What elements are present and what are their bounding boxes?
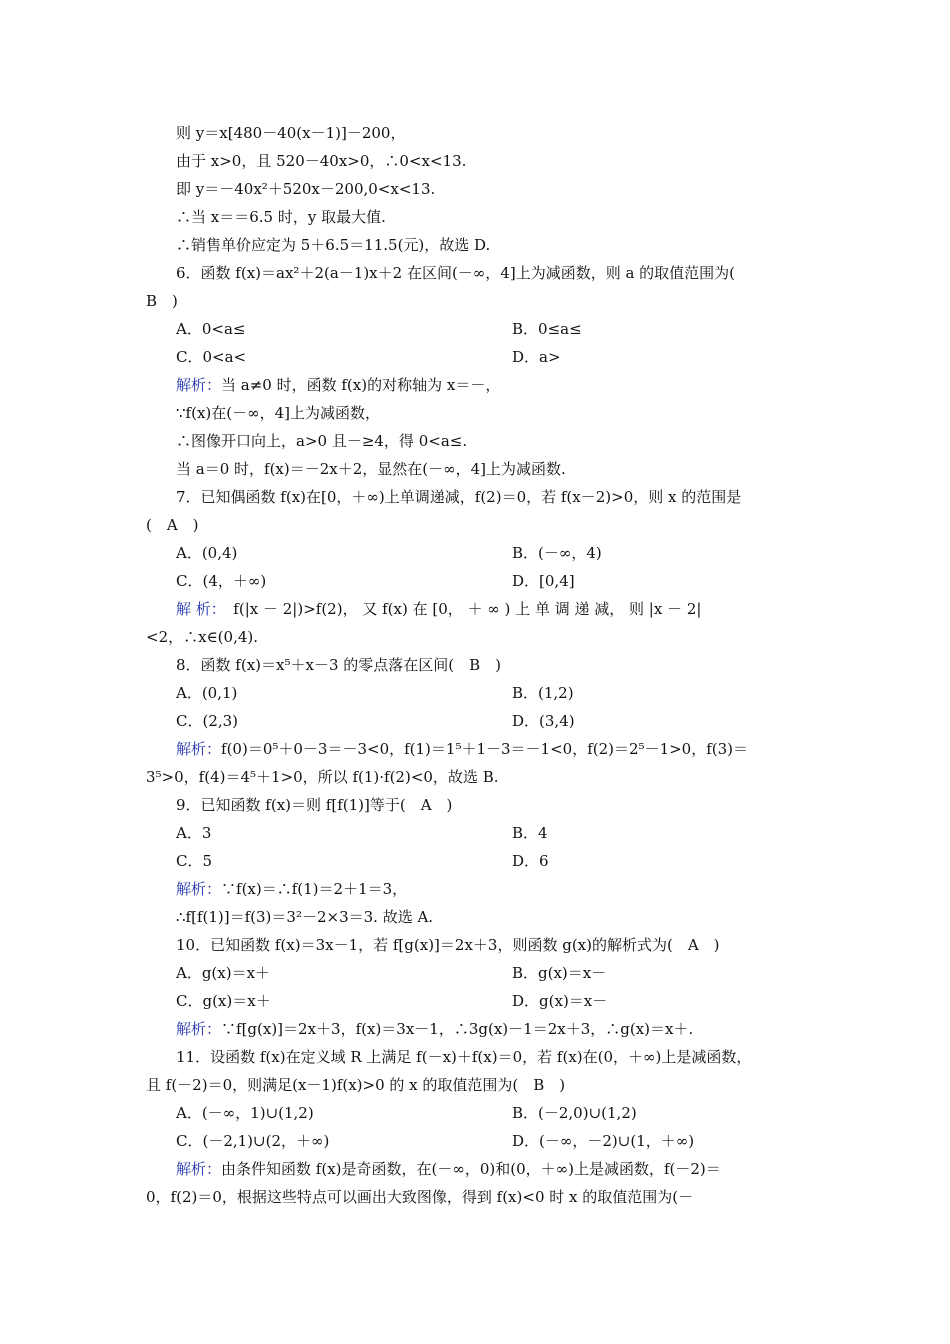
- analysis-line: [176, 1158, 721, 1180]
- option: D．6: [512, 852, 549, 870]
- option: D．(－∞，－2)∪(1，＋∞): [512, 1132, 695, 1150]
- question-stem: 6．函数 f(x)＝ax²＋2(a－1)x＋2 在区间(－∞，4]上为减函数，则 a 的取值范围为(: [176, 264, 736, 282]
- analysis-line: 当 a＝0 时，f(x)＝－2x＋2，显然在(－∞，4]上为减函数.: [176, 460, 566, 478]
- analysis-line: ∴f[f(1)]＝f(3)＝3²－2×3＝3. 故选 A.: [176, 908, 434, 926]
- option: B．0≤a≤: [512, 320, 582, 338]
- analysis-label: 解析：: [176, 740, 222, 758]
- analysis-text: f(|x － 2|)>f(2)， 又 f(x) 在 [0， ＋ ∞ ) 上 单 调 递 减， 则 |x － 2|: [233, 600, 702, 618]
- analysis-line: <2，∴x∈(0,4).: [146, 628, 259, 646]
- analysis-line: [176, 374, 500, 396]
- analysis-line: [176, 878, 407, 900]
- text-line: ∴当 x＝＝6.5 时，y 取最大值.: [176, 208, 386, 226]
- analysis-label: 解析：: [176, 376, 222, 394]
- question-stem-continued: B ): [146, 292, 178, 310]
- option: B．(1,2): [512, 684, 574, 702]
- analysis-label: 解 析：: [176, 600, 219, 618]
- analysis-line: 0，f(2)＝0，根据这些特点可以画出大致图像，得到 f(x)<0 时 x 的取值范围为(－: [146, 1188, 694, 1206]
- option: B．4: [512, 824, 548, 842]
- analysis-line: [176, 1018, 693, 1040]
- option: D．g(x)＝x－: [512, 992, 608, 1010]
- text-line: ∴销售单价应定为 5＋6.5＝11.5(元)，故选 D.: [176, 236, 491, 254]
- question-stem: 10．已知函数 f(x)＝3x－1，若 f[g(x)]＝2x＋3，则函数 g(x)的解析式为( A ): [176, 936, 720, 954]
- analysis-line: 3⁵>0，f(4)＝4⁵＋1>0，所以 f(1)·f(2)<0，故选 B.: [146, 768, 499, 786]
- question-stem: 11．设函数 f(x)在定义域 R 上满足 f(－x)＋f(x)＝0，若 f(x)在(0，＋∞)上是减函数，: [176, 1048, 752, 1066]
- analysis-text: 由条件知函数 f(x)是奇函数，在(－∞，0)和(0，＋∞)上是减函数，f(－2)＝: [221, 1160, 721, 1178]
- text-line: 由于 x>0，且 520－40x>0，∴0<x<13.: [176, 152, 467, 170]
- text-line: 则 y＝x[480－40(x－1)]－200，: [176, 124, 406, 142]
- option: A．(－∞，1)∪(1,2): [176, 1104, 314, 1122]
- analysis-text: ∵f[g(x)]＝2x＋3，f(x)＝3x－1，∴3g(x)－1＝2x＋3，∴g(x)＝x＋.: [221, 1020, 694, 1038]
- analysis-text: ∵f(x)＝∴f(1)＝2＋1＝3，: [221, 880, 408, 898]
- option: C．(－2,1)∪(2，＋∞): [176, 1132, 330, 1150]
- analysis-label: 解析：: [176, 880, 222, 898]
- option: A．0<a≤: [176, 320, 246, 338]
- question-stem: 8．函数 f(x)＝x⁵＋x－3 的零点落在区间( B ): [176, 656, 501, 674]
- option: C．g(x)＝x＋: [176, 992, 271, 1010]
- option: B．(－∞，4): [512, 544, 602, 562]
- option: A．(0,1): [176, 684, 238, 702]
- analysis-text: 当 a≠0 时，函数 f(x)的对称轴为 x＝－，: [221, 376, 501, 394]
- option: D．[0,4]: [512, 572, 575, 590]
- option: C．(2,3): [176, 712, 239, 730]
- analysis-label: 解析：: [176, 1160, 222, 1178]
- analysis-text: f(0)＝0⁵＋0－3＝－3<0，f(1)＝1⁵＋1－3＝－1<0，f(2)＝2⁵－1>0，f(3)＝: [221, 740, 749, 758]
- option: B．g(x)＝x－: [512, 964, 607, 982]
- option: D．a>: [512, 348, 561, 366]
- option: D．(3,4): [512, 712, 575, 730]
- option: A．(0,4): [176, 544, 238, 562]
- text-line: 即 y＝－40x²＋520x－200,0<x<13.: [176, 180, 436, 198]
- question-stem-continued: 且 f(－2)＝0，则满足(x－1)f(x)>0 的 x 的取值范围为( B ): [146, 1076, 566, 1094]
- analysis-line: [176, 738, 748, 760]
- option: C．(4，＋∞): [176, 572, 267, 590]
- analysis-line: [176, 598, 701, 620]
- question-stem: 7．已知偶函数 f(x)在[0，＋∞)上单调递减，f(2)＝0，若 f(x－2)>0，则 x 的范围是: [176, 488, 742, 506]
- option: A．3: [176, 824, 212, 842]
- option: C．5: [176, 852, 213, 870]
- analysis-line: ∴图像开口向上，a>0 且－≥4，得 0<a≤.: [176, 432, 468, 450]
- question-stem-continued: ( A ): [146, 516, 199, 534]
- option: B．(－2,0)∪(1,2): [512, 1104, 637, 1122]
- analysis-label: 解析：: [176, 1020, 222, 1038]
- option: A．g(x)＝x＋: [176, 964, 271, 982]
- question-stem: 9．已知函数 f(x)＝则 f[f(1)]等于( A ): [176, 796, 453, 814]
- analysis-line: ∵f(x)在(－∞，4]上为减函数，: [176, 404, 381, 422]
- option: C．0<a<: [176, 348, 247, 366]
